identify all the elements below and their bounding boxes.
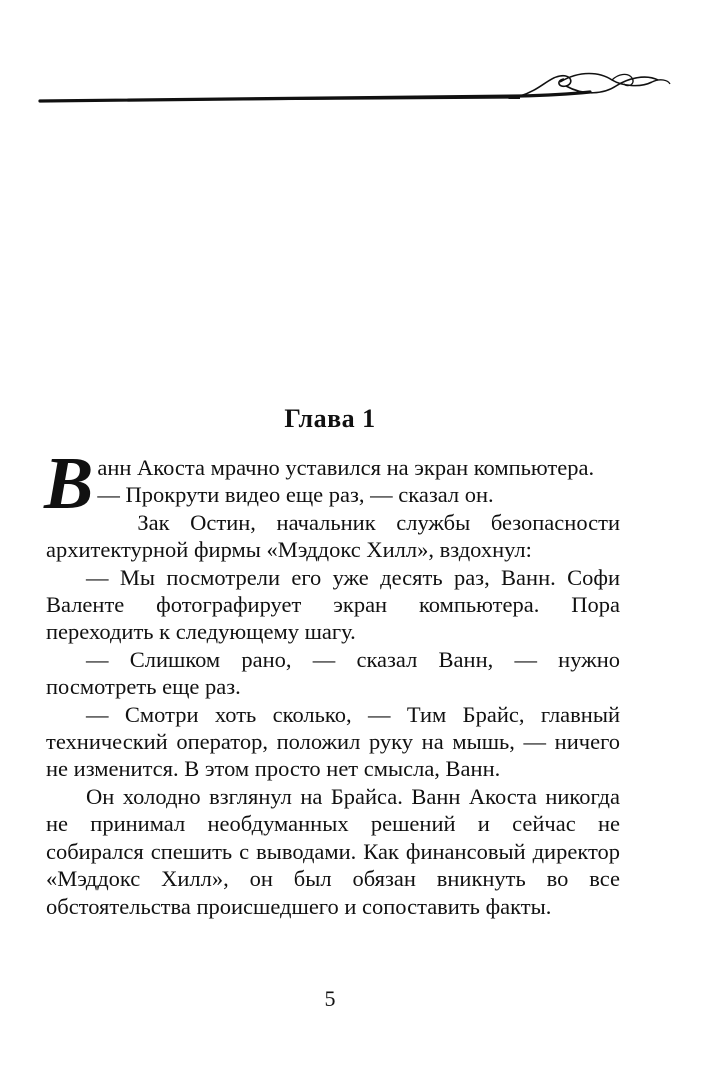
header-ornament bbox=[0, 0, 717, 120]
chapter-text bbox=[44, 443, 620, 920]
paragraph-6: — Смотри хоть сколько, — Тим Брайс, главный технический оператор, положил руку на мышь, — ничего не изменится. В этом просто нет смысла, Ванн. bbox=[46, 701, 620, 782]
paragraph-7: Он холодно взглянул на Брайса. Ванн Акоста никогда не принимал необдуманных решений и сейчас не собирался спешить с выводами. Как финансовый директор «Мэддокс Хилл», он был обязан вникнуть во все обстоятельства происшедшего и сопоставить факты. bbox=[46, 783, 620, 919]
page-number: 5 bbox=[324, 986, 336, 1011]
chapter-title: Глава 1 bbox=[284, 404, 376, 433]
paragraph-3: Зак Остин, начальник службы безопасности архитектурной фирмы «Мэддокс Хилл», вздохнул: bbox=[46, 509, 620, 563]
paragraph-4: — Мы посмотрели его уже десять раз, Ванн. Софи Валенте фотографирует экран компьютера. Пора переходить к следующему шагу. bbox=[46, 564, 620, 645]
paragraph-1-text: анн Акоста мрачно уставился на экран компьютера. bbox=[97, 455, 595, 480]
paragraph-5: — Слишком рано, — сказал Ванн, — нужно посмотреть еще раз. bbox=[46, 646, 620, 700]
drop-cap: В bbox=[44, 443, 94, 525]
paragraph-2: — Прокрути видео еще раз, — сказал он. bbox=[97, 482, 494, 508]
